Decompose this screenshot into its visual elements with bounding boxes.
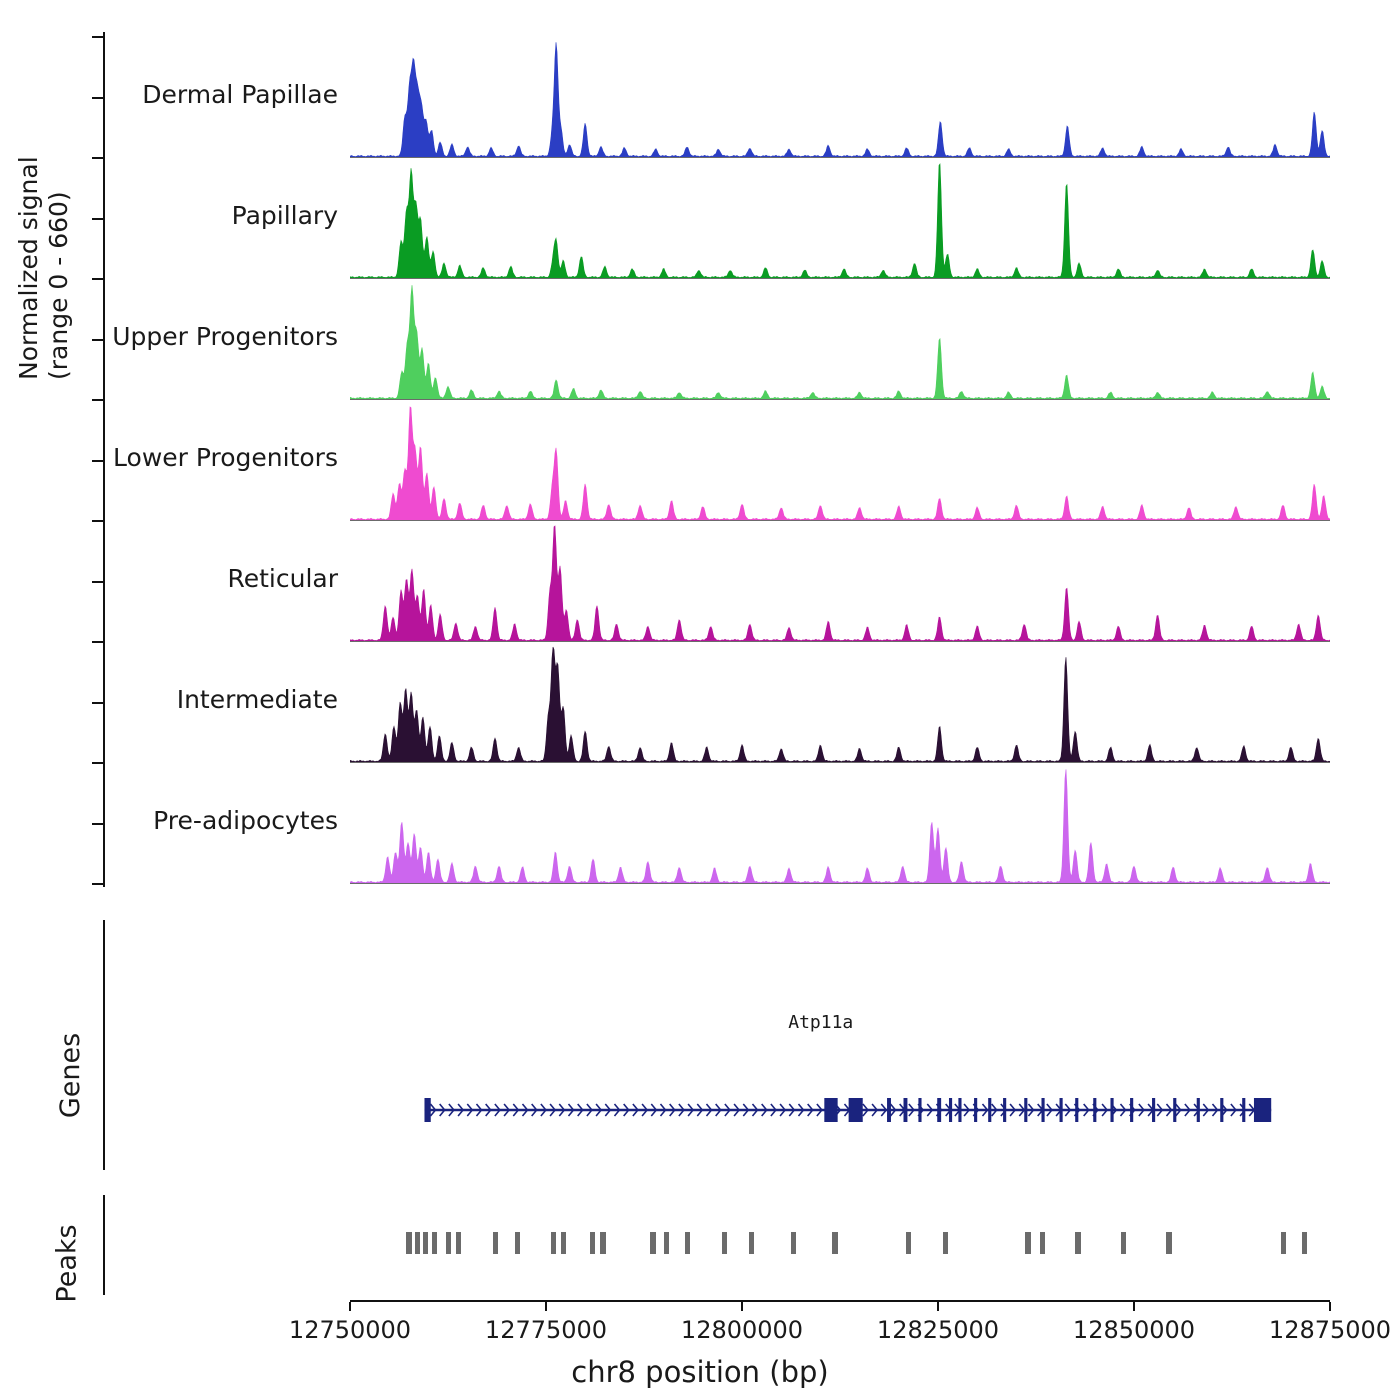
track-label: Papillary — [231, 201, 338, 230]
axis-spine — [103, 920, 105, 1170]
signal-track — [350, 764, 1330, 884]
signal-track — [350, 38, 1330, 158]
x-tick — [545, 1302, 547, 1311]
axis-tick — [92, 883, 103, 885]
gene-label: Atp11a — [788, 1012, 854, 1033]
peak-region — [1025, 1232, 1030, 1254]
y-axis-label-line2: (range 0 - 660) — [44, 191, 73, 380]
x-tick-label: 12775000 — [484, 1316, 608, 1344]
signal-track — [350, 401, 1330, 521]
signal-track — [350, 280, 1330, 400]
peak-region — [456, 1232, 461, 1254]
peak-region — [406, 1232, 411, 1254]
signal-track — [350, 159, 1330, 279]
track-label: Upper Progenitors — [112, 322, 338, 351]
peak-region — [722, 1232, 727, 1254]
y-axis-label-peaks: Peaks — [51, 1224, 83, 1303]
peak-region — [749, 1232, 754, 1254]
x-tick — [937, 1302, 939, 1311]
peak-region — [600, 1232, 605, 1254]
peak-region — [685, 1232, 690, 1254]
track-label: Lower Progenitors — [113, 443, 338, 472]
peak-region — [1281, 1232, 1286, 1254]
axis-tick — [92, 157, 103, 159]
x-tick-label: 12875000 — [1268, 1316, 1392, 1344]
x-tick — [1133, 1302, 1135, 1311]
peak-region — [906, 1232, 911, 1254]
peak-region — [493, 1232, 498, 1254]
signal-track — [350, 643, 1330, 763]
axis-tick — [92, 641, 103, 643]
peak-track — [350, 1232, 1330, 1254]
peak-region — [832, 1232, 837, 1254]
axis-tick — [92, 399, 103, 401]
y-axis-label-line1: Normalized signal — [14, 156, 43, 380]
peak-region — [561, 1232, 566, 1254]
peak-region — [1075, 1232, 1080, 1254]
track-label: Pre-adipocytes — [153, 806, 338, 835]
peak-region — [664, 1232, 669, 1254]
peak-region — [1121, 1232, 1126, 1254]
gene-model — [350, 1088, 1330, 1148]
x-axis-label: chr8 position (bp) — [571, 1355, 829, 1389]
x-tick-label: 12825000 — [876, 1316, 1000, 1344]
axis-tick — [92, 36, 103, 38]
peak-region — [423, 1232, 428, 1254]
peak-region — [791, 1232, 796, 1254]
x-tick — [741, 1302, 743, 1311]
peak-region — [943, 1232, 948, 1254]
x-axis-line — [350, 1300, 1330, 1302]
peak-region — [446, 1232, 451, 1254]
peak-region — [515, 1232, 520, 1254]
peak-region — [1040, 1232, 1045, 1254]
x-tick-label: 12800000 — [680, 1316, 804, 1344]
peak-region — [415, 1232, 420, 1254]
peak-region — [1302, 1232, 1307, 1254]
track-label: Intermediate — [176, 685, 338, 714]
axis-tick — [92, 278, 103, 280]
track-label: Dermal Papillae — [142, 80, 338, 109]
signal-track — [350, 522, 1330, 642]
peak-region — [650, 1232, 655, 1254]
x-tick — [1329, 1302, 1331, 1311]
axis-tick — [92, 520, 103, 522]
x-tick-label: 12750000 — [288, 1316, 412, 1344]
axis-spine — [103, 1195, 105, 1295]
peak-region — [432, 1232, 437, 1254]
peak-region — [590, 1232, 595, 1254]
track-label: Reticular — [227, 564, 338, 593]
peak-region — [551, 1232, 556, 1254]
peak-region — [1166, 1232, 1171, 1254]
y-axis-label-genes: Genes — [55, 1032, 87, 1119]
x-tick-label: 12850000 — [1072, 1316, 1196, 1344]
x-tick — [349, 1302, 351, 1311]
axis-tick — [92, 762, 103, 764]
